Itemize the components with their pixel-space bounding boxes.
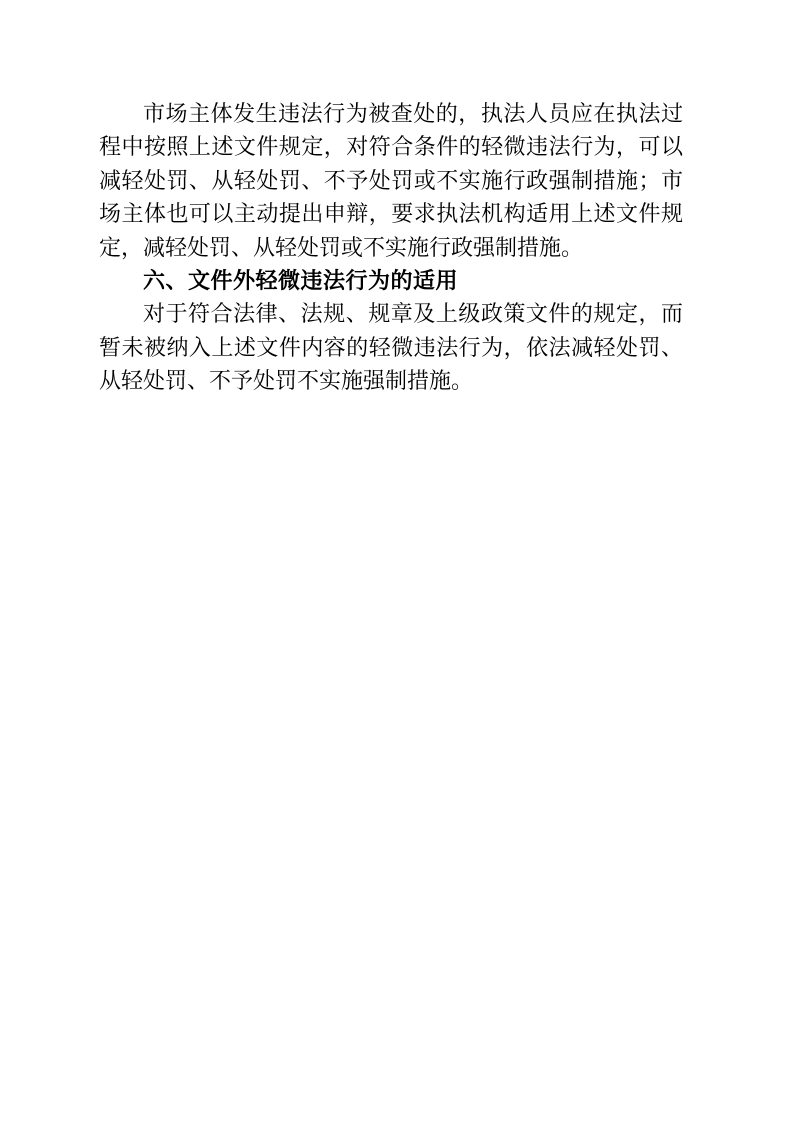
paragraph-1-line-2: 程中按照上述文件规定，对符合条件的轻微违法行为，可以 — [99, 134, 683, 160]
paragraph-2-line-2: 暂未被纳入上述文件内容的轻微违法行为，依法减轻处罚、 — [99, 334, 683, 360]
document-text-block — [99, 97, 683, 398]
paragraph-1-line-5: 定，减轻处罚、从轻处罚或不实施行政强制措施。 — [99, 234, 584, 260]
paragraph-1-line-4: 场主体也可以主动提出申辩，要求执法机构适用上述文件规 — [99, 201, 683, 227]
paragraph-2-line-1: 对于符合法律、法规、规章及上级政策文件的规定，而 — [143, 301, 683, 327]
paragraph-1-line-1: 市场主体发生违法行为被查处的，执法人员应在执法过 — [143, 101, 683, 126]
paragraph-2-line-3: 从轻处罚、不予处罚不实施强制措施。 — [99, 368, 474, 394]
paragraph-1-line-3: 减轻处罚、从轻处罚、不予处罚或不实施行政强制措施；市 — [99, 167, 683, 193]
section-heading: 六、文件外轻微违法行为的适用 — [143, 267, 459, 293]
